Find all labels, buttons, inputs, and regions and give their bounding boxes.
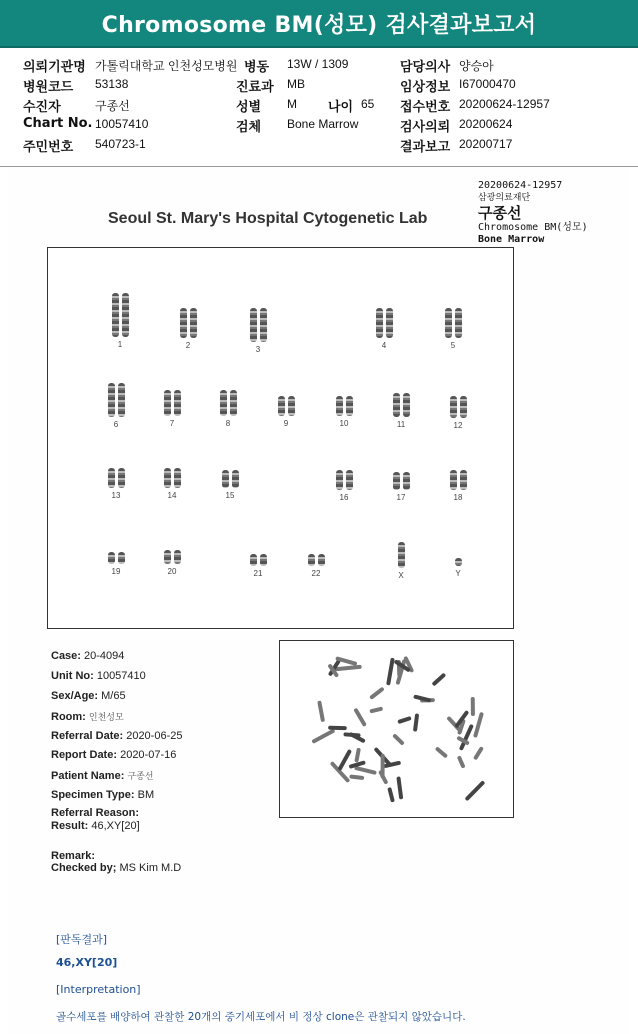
chromosome-number: 10 (339, 419, 349, 428)
chromosome-number: 21 (253, 569, 263, 578)
unit-value: 10057410 (96, 670, 146, 682)
ward-value: 13W / 1309 (287, 57, 349, 71)
report-date-value: 2020-07-16 (120, 749, 177, 761)
chromatid (164, 468, 171, 488)
metaphase-chromosome (320, 703, 323, 720)
stamp-foundation: 삼광의료재단 (478, 193, 531, 203)
patient-name-value: 구종선 (127, 771, 154, 781)
chromosome-number: 18 (453, 493, 463, 502)
chromatid (260, 308, 267, 342)
chromosome-number: 6 (113, 420, 119, 429)
doctor-label: 담당의사 (400, 60, 451, 75)
metaphase-chromosome (338, 659, 355, 664)
interpretation-text: 골수세포를 배양하여 관찰한 20개의 중기세포에서 비 정상 clone은 관찰되지 않았습니다. (56, 1011, 466, 1023)
clinical-value: I67000470 (459, 77, 516, 91)
metaphase-chromosome (467, 783, 482, 799)
specimen-stamp (478, 180, 588, 246)
result-value: 46,XY[20] (91, 820, 140, 832)
chromatid (288, 396, 295, 416)
chromosome-7 (152, 390, 192, 428)
chromosome-8 (208, 390, 248, 428)
doctor-value: 양승아 (459, 59, 494, 73)
referral-date-value: 2020-06-25 (126, 730, 183, 742)
chromatid (460, 470, 467, 490)
chromosome-11 (381, 393, 421, 429)
chromatid (455, 308, 462, 338)
chromatid (393, 393, 400, 417)
chromosome-22 (296, 554, 336, 578)
chart-value: 10057410 (95, 117, 149, 131)
metaphase-chromosome (346, 734, 359, 735)
chromatid (346, 396, 353, 416)
chromatid (278, 396, 285, 416)
chromosome-number: 3 (255, 345, 261, 354)
metaphase-chromosome (381, 772, 386, 782)
rrn-label: 주민번호 (23, 140, 74, 155)
chromosome-number: 15 (225, 491, 235, 500)
metaphase-chromosome (388, 660, 392, 683)
report-date-label: Report Date: (51, 749, 118, 761)
chromosome-number: 12 (453, 421, 463, 430)
lab-title: Seoul St. Mary's Hospital Cytogenetic Lab (108, 210, 428, 227)
checked-value: MS Kim M.D (119, 862, 182, 874)
chromosome-number: 14 (167, 491, 177, 500)
metaphase-chromosome (416, 697, 429, 700)
chromosome-number: 4 (381, 341, 387, 350)
interpretation-label: [Interpretation] (56, 983, 141, 996)
checked-label: Checked by; (51, 862, 117, 874)
hospital-code-label: 병원코드 (23, 80, 74, 95)
chromatid (222, 470, 229, 488)
chromatid (122, 293, 129, 337)
chromosome-21 (238, 554, 278, 578)
result-label: Result: (51, 820, 89, 832)
chromatid (336, 470, 343, 490)
chromatid (403, 472, 410, 490)
chromatid (260, 554, 267, 566)
chromatid (118, 468, 125, 488)
chromatid (346, 470, 353, 490)
chromosome-Y (438, 558, 478, 578)
chromatid (318, 554, 325, 566)
chromatid (190, 308, 197, 338)
chromosome-number: 11 (396, 420, 406, 429)
room-label: Room: (51, 711, 86, 723)
report-value: 20200717 (459, 137, 513, 151)
case-value: 20-4094 (84, 650, 125, 662)
institution-label: 의뢰기관명 (23, 60, 86, 75)
chromosome-3 (238, 308, 278, 354)
judgment-label: [판독결과] (56, 933, 108, 946)
clinical-label: 임상정보 (400, 80, 451, 95)
receipt-value: 20200624-12957 (459, 97, 550, 111)
metaphase-chromosome (357, 750, 359, 760)
karyogram-panel (47, 247, 514, 629)
specimen-label: 검체 (236, 120, 262, 135)
judgment-value: 46,XY[20] (56, 956, 118, 969)
chromatid (460, 396, 467, 418)
metaphase-chromosome (476, 749, 482, 758)
metaphase-chromosome (340, 752, 349, 769)
stamp-receipt: 20200624-12957 (478, 180, 563, 191)
sexage-label: Sex/Age: (51, 690, 99, 702)
metaphase-chromosome (351, 777, 362, 778)
chromatid (386, 308, 393, 338)
chromatid (232, 470, 239, 488)
chromosome-12 (438, 396, 478, 430)
chromosome-number: 19 (111, 567, 121, 576)
age-label: 나이 (328, 100, 354, 115)
request-value: 20200624 (459, 117, 513, 131)
metaphase-chromosome (476, 714, 482, 735)
receipt-label: 접수번호 (400, 100, 451, 115)
metaphase-image (279, 640, 514, 818)
chromosome-number: 7 (169, 419, 175, 428)
chromatid (393, 472, 400, 490)
unit-label: Unit No: (51, 670, 94, 682)
chromosome-1 (100, 293, 140, 349)
dept-label: 진료과 (236, 80, 274, 95)
chromatid (220, 390, 227, 416)
specimen-type-label: Specimen Type: (51, 789, 135, 801)
dept-value: MB (287, 77, 305, 91)
metaphase-chromosome (314, 731, 333, 741)
chromatid (450, 470, 457, 490)
chromosome-number: 8 (225, 419, 231, 428)
chromatid (112, 293, 119, 337)
hospital-code-value: 53138 (95, 77, 129, 91)
chromosome-number: 20 (167, 567, 177, 576)
chromatid (250, 308, 257, 342)
chromosome-10 (324, 396, 364, 428)
sex-value: M (287, 97, 297, 111)
stamp-test: Chromosome BM(성모) (478, 222, 588, 233)
specimen-value: Bone Marrow (287, 117, 359, 131)
case-label: Case: (51, 650, 81, 662)
chromatid (108, 552, 115, 564)
report-title: Chromosome BM(성모) 검사결과보고서 (0, 0, 638, 46)
chromatid (230, 390, 237, 416)
chromosome-18 (438, 470, 478, 502)
chromosome-4 (364, 308, 404, 350)
chromosome-number: 16 (339, 493, 349, 502)
chart-label: Chart No. (23, 116, 93, 131)
chromosome-15 (210, 470, 250, 500)
title-underline (0, 46, 638, 48)
chromosome-number: 22 (311, 569, 321, 578)
chromatid (118, 383, 125, 417)
request-label: 검사의뢰 (400, 120, 451, 135)
chromosome-5 (433, 308, 473, 350)
metaphase-chromosome (438, 749, 446, 756)
chromatid (108, 383, 115, 417)
chromatid (250, 554, 257, 566)
chromatid (174, 550, 181, 564)
referral-date-label: Referral Date: (51, 730, 124, 742)
metaphase-chromosome (461, 726, 471, 748)
ward-label: 병동 (244, 60, 270, 75)
chromosome-2 (168, 308, 208, 350)
chromatid (398, 542, 405, 568)
chromosome-13 (96, 468, 136, 500)
metaphase-chromosome (356, 710, 364, 724)
chromatid (445, 308, 452, 338)
room-value: 인천성모 (88, 712, 124, 722)
chromatid (376, 308, 383, 338)
metaphase-chromosome (434, 675, 443, 683)
patient-label: 수진자 (23, 100, 61, 115)
chromatid (450, 396, 457, 418)
chromosome-16 (324, 470, 364, 502)
chromatid (164, 390, 171, 416)
chromatid (108, 468, 115, 488)
metaphase-chromosome (372, 709, 381, 711)
institution-value: 가톨릭대학교 인천성모병원 (95, 59, 238, 73)
chromosome-number: 17 (396, 493, 406, 502)
chromosome-number: 1 (117, 340, 123, 349)
chromatid (403, 393, 410, 417)
specimen-type-value: BM (137, 789, 155, 801)
stamp-specimen: Bone Marrow (478, 234, 545, 245)
remark-label: Remark: (51, 850, 96, 862)
metaphase-chromosome (372, 689, 382, 697)
metaphase-chromosome (357, 768, 375, 772)
metaphase-chromosome (399, 779, 401, 798)
chromosome-X (381, 542, 421, 580)
chromosome-20 (152, 550, 192, 576)
chromatid (118, 552, 125, 564)
patient-info-block (0, 52, 638, 162)
rrn-value: 540723-1 (95, 137, 146, 151)
chromatid (164, 550, 171, 564)
chromatid (308, 554, 315, 566)
chromosome-number: 5 (450, 341, 456, 350)
chromosome-number: X (398, 571, 404, 580)
chromosome-17 (381, 472, 421, 502)
chromosome-number: Y (455, 569, 461, 578)
report-label: 결과보고 (400, 140, 451, 155)
chromosome-9 (266, 396, 306, 428)
metaphase-chromosome (400, 718, 409, 721)
chromosome-number: 2 (185, 341, 191, 350)
metaphase-chromosome (395, 736, 402, 743)
patient-name-label: Patient Name: (51, 770, 125, 782)
sex-label: 성별 (236, 100, 262, 115)
chromatid (455, 558, 462, 566)
chromatid (174, 468, 181, 488)
stamp-name: 구종선 (478, 204, 522, 222)
metaphase-chromosome (351, 763, 363, 767)
chromosome-number: 13 (111, 491, 121, 500)
chromosome-6 (96, 383, 136, 429)
age-value: 65 (361, 97, 375, 111)
info-divider (0, 166, 638, 167)
chromosome-14 (152, 468, 192, 500)
chromatid (174, 390, 181, 416)
metaphase-chromosome (390, 789, 393, 800)
metaphase-chromosome (459, 758, 463, 766)
chromatid (336, 396, 343, 416)
metaphase-chromosome (386, 763, 399, 766)
chromatid (180, 308, 187, 338)
metaphase-chromosome (337, 667, 360, 669)
metaphase-spread-drawing (280, 641, 513, 817)
patient-value: 구종선 (95, 99, 130, 113)
sexage-value: M/65 (101, 690, 126, 702)
chromosome-number: 9 (283, 419, 289, 428)
metaphase-chromosome (415, 716, 417, 730)
chromosome-19 (96, 552, 136, 576)
referral-reason-label: Referral Reason: (51, 807, 140, 819)
